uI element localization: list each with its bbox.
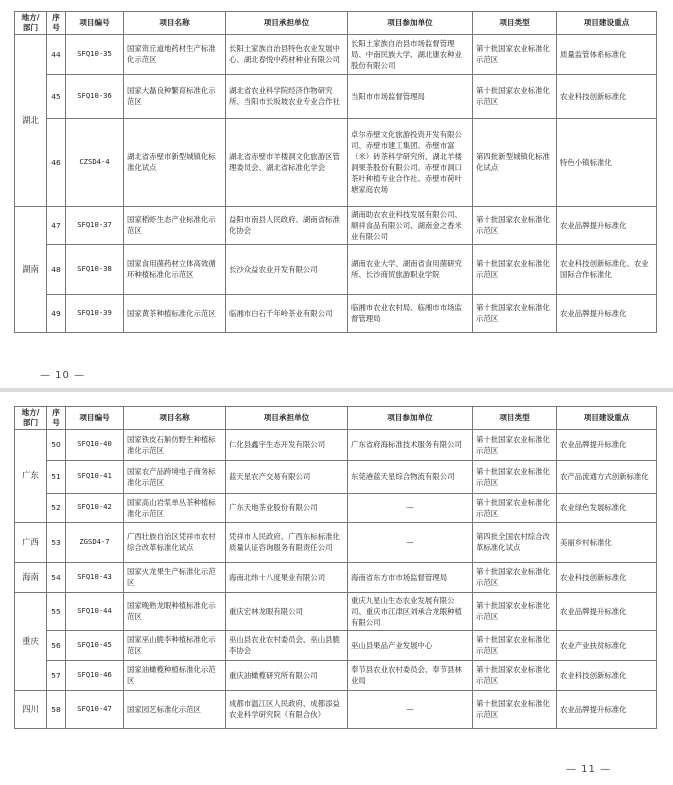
lead-unit-cell: 成都市温江区人民政府、成都添益农业科学研究院（有限合伙） — [226, 690, 348, 728]
focus-cell: 农业科技创新标准化、农业国际合作标准化 — [557, 244, 657, 294]
code-cell: SFQ10-42 — [66, 493, 124, 522]
focus-cell: 农产品流通方式创新标准化 — [557, 460, 657, 493]
project-table-page-11 — [14, 406, 657, 729]
serial-cell: 54 — [47, 562, 66, 592]
table-row — [15, 34, 657, 74]
serial-cell: 58 — [47, 690, 66, 728]
code-cell: SFQ10-41 — [66, 460, 124, 493]
table-row — [15, 244, 657, 294]
serial-cell: 56 — [47, 630, 66, 660]
code-cell: SFQ10-39 — [66, 294, 124, 332]
lead-unit-cell: 湖北省农业科学院经济作物研究所、当阳市长坂坡农业专业合作社 — [226, 74, 348, 118]
header-project-name: 项目名称 — [124, 12, 226, 35]
table-row — [15, 660, 657, 690]
project-type-cell: 第四批新型城镇化标准化试点 — [473, 118, 557, 206]
header-lead-unit: 项目承担单位 — [226, 407, 348, 430]
table-row — [15, 630, 657, 660]
project-name-cell: 国家农产品跨境电子商务标准化示范区 — [124, 460, 226, 493]
focus-cell: 特色小镇标准化 — [557, 118, 657, 206]
table-row — [15, 460, 657, 493]
project-type-cell: 第十批国家农业标准化示范区 — [473, 206, 557, 244]
project-type-cell: 第十批国家农业标准化示范区 — [473, 690, 557, 728]
focus-cell: 农业品牌提升标准化 — [557, 206, 657, 244]
header-region: 地方/部门 — [15, 12, 47, 35]
project-name-cell: 国家铁皮石斛仿野生种植标准化示范区 — [124, 429, 226, 460]
header-partner-unit: 项目参加单位 — [348, 407, 473, 430]
project-type-cell: 第十批国家农业标准化示范区 — [473, 592, 557, 630]
lead-unit-cell: 湖北省赤壁市羊楼洞文化旅游区管理委员会、湖北省标准化学会 — [226, 118, 348, 206]
partner-unit-cell: 当阳市市场监督管理局 — [348, 74, 473, 118]
table-row — [15, 206, 657, 244]
header-focus: 项目建设重点 — [557, 12, 657, 35]
project-name-cell: 国家食用菌药材立体高效循环种植标准化示范区 — [124, 244, 226, 294]
lead-unit-cell: 临湘市白石千年岭茶业有限公司 — [226, 294, 348, 332]
project-name-cell: 国家巫山脆李种植标准化示范区 — [124, 630, 226, 660]
table-header-row — [15, 12, 657, 35]
region-cell-hainan: 海南 — [15, 562, 47, 592]
region-cell-sichuan: 四川 — [15, 690, 47, 728]
code-cell: SFQ10-40 — [66, 429, 124, 460]
code-cell: CZSD4-4 — [66, 118, 124, 206]
partner-unit-cell: — — [348, 690, 473, 728]
lead-unit-cell: 重庆宏林龙眼有限公司 — [226, 592, 348, 630]
serial-cell: 47 — [47, 206, 66, 244]
lead-unit-cell: 益阳市南县人民政府、湖南省标准化协会 — [226, 206, 348, 244]
partner-unit-cell: 卓尔赤壁文化旅游投资开发有限公司、赤壁市建工集团、赤壁市富（米）砖茶科学研究所、湖北羊楼洞果茶股份有限公司、赤壁市洞口茶叶种植专业合作社、赤壁市荷叶塘家庭农场 — [348, 118, 473, 206]
serial-cell: 57 — [47, 660, 66, 690]
table-row — [15, 74, 657, 118]
partner-unit-cell: 奉节县农业农村委员会、奉节县林业局 — [348, 660, 473, 690]
document-page-10 — [0, 0, 673, 392]
header-code: 项目编号 — [66, 407, 124, 430]
partner-unit-cell: 重庆九星山生态农业发展有限公司、重庆市江津区刘承合龙眼种植有限公司 — [348, 592, 473, 630]
partner-unit-cell: 临湘市农业农村局、临湘市市场监督管理局 — [348, 294, 473, 332]
focus-cell: 农业科技创新标准化 — [557, 660, 657, 690]
code-cell: SFQ10-38 — [66, 244, 124, 294]
code-cell: SFQ10-46 — [66, 660, 124, 690]
focus-cell: 农业品牌提升标准化 — [557, 429, 657, 460]
partner-unit-cell: 广东省府海标准技术服务有限公司 — [348, 429, 473, 460]
code-cell: SFQ10-35 — [66, 34, 124, 74]
region-cell-hubei: 湖北 — [15, 34, 47, 206]
project-name-cell: 国家火龙果生产标准化示范区 — [124, 562, 226, 592]
serial-cell: 51 — [47, 460, 66, 493]
project-type-cell: 第十批国家农业标准化示范区 — [473, 74, 557, 118]
code-cell: SFQ10-36 — [66, 74, 124, 118]
partner-unit-cell: 湖南助农农业科技发展有限公司、顺祥食品有限公司、湖南金之香米业有限公司 — [348, 206, 473, 244]
page-number: — 10 — — [40, 370, 86, 381]
project-name-cell: 国家油橄榄种植标准化示范区 — [124, 660, 226, 690]
lead-unit-cell: 巫山县农业农村委员会、巫山县脆李协会 — [226, 630, 348, 660]
project-type-cell: 第十批国家农业标准化示范区 — [473, 429, 557, 460]
lead-unit-cell: 重庆油橄榄研究所有限公司 — [226, 660, 348, 690]
code-cell: SFQ10-43 — [66, 562, 124, 592]
header-project-name: 项目名称 — [124, 407, 226, 430]
project-table-page-10 — [14, 11, 657, 333]
region-cell-guangxi: 广西 — [15, 522, 47, 562]
project-type-cell: 第十批国家农业标准化示范区 — [473, 660, 557, 690]
focus-cell: 质量监管体系标准化 — [557, 34, 657, 74]
project-name-cell: 国家晚熟龙眼种植标准化示范区 — [124, 592, 226, 630]
serial-cell: 46 — [47, 118, 66, 206]
code-cell: SFQ10-47 — [66, 690, 124, 728]
code-cell: SFQ10-45 — [66, 630, 124, 660]
region-cell-chongqing: 重庆 — [15, 592, 47, 690]
project-type-cell: 第十批国家农业标准化示范区 — [473, 244, 557, 294]
code-cell: SFQ10-37 — [66, 206, 124, 244]
table-row — [15, 690, 657, 728]
project-name-cell: 国家大磊良种繁育标准化示范区 — [124, 74, 226, 118]
header-lead-unit: 项目承担单位 — [226, 12, 348, 35]
partner-unit-cell: — — [348, 493, 473, 522]
header-serial: 序号 — [47, 12, 66, 35]
serial-cell: 44 — [47, 34, 66, 74]
partner-unit-cell: 长阳土家族自治县市场监督管理局、中南民族大学、湖北康农种业股份有限公司 — [348, 34, 473, 74]
focus-cell: 农业品牌提升标准化 — [557, 592, 657, 630]
project-name-cell: 国家黄茶种植标准化示范区 — [124, 294, 226, 332]
focus-cell: 农业产业扶贫标准化 — [557, 630, 657, 660]
serial-cell: 52 — [47, 493, 66, 522]
header-project-type: 项目类型 — [473, 12, 557, 35]
focus-cell: 农业品牌提升标准化 — [557, 690, 657, 728]
partner-unit-cell: — — [348, 522, 473, 562]
serial-cell: 48 — [47, 244, 66, 294]
partner-unit-cell: 东莞港蓝天星综合物流有限公司 — [348, 460, 473, 493]
project-name-cell: 国家资丘道地药材生产标准化示范区 — [124, 34, 226, 74]
document-page-11 — [0, 392, 673, 785]
lead-unit-cell: 广东天地茶业股份有限公司 — [226, 493, 348, 522]
focus-cell: 农业科技创新标准化 — [557, 562, 657, 592]
focus-cell: 农业科技创新标准化 — [557, 74, 657, 118]
partner-unit-cell: 湖南农业大学、湖南省食用菌研究所、长沙商贸旅游职业学院 — [348, 244, 473, 294]
lead-unit-cell: 凭祥市人民政府、广西东标标准化质量认证咨询服务有限责任公司 — [226, 522, 348, 562]
serial-cell: 45 — [47, 74, 66, 118]
header-partner-unit: 项目参加单位 — [348, 12, 473, 35]
header-serial: 序号 — [47, 407, 66, 430]
project-type-cell: 第四批全国农村综合改革标准化试点 — [473, 522, 557, 562]
lead-unit-cell: 海南北纬十八度果业有限公司 — [226, 562, 348, 592]
table-row — [15, 294, 657, 332]
table-row — [15, 493, 657, 522]
code-cell: ZGSD4-7 — [66, 522, 124, 562]
page-number: — 11 — — [566, 764, 612, 775]
project-type-cell: 第十批国家农业标准化示范区 — [473, 630, 557, 660]
project-type-cell: 第十批国家农业标准化示范区 — [473, 562, 557, 592]
region-cell-guangdong: 广东 — [15, 429, 47, 522]
project-type-cell: 第十批国家农业标准化示范区 — [473, 294, 557, 332]
code-cell: SFQ10-44 — [66, 592, 124, 630]
focus-cell: 美丽乡村标准化 — [557, 522, 657, 562]
project-name-cell: 国家高山岩浆单丛茶种植标准化示范区 — [124, 493, 226, 522]
table-row — [15, 429, 657, 460]
project-name-cell: 国家稻虾生态产业标准化示范区 — [124, 206, 226, 244]
partner-unit-cell: 巫山县果品产业发展中心 — [348, 630, 473, 660]
lead-unit-cell: 长阳土家族自治县特色农业发展中心、湖北春悦中药材种业有限公司 — [226, 34, 348, 74]
header-project-type: 项目类型 — [473, 407, 557, 430]
project-type-cell: 第十批国家农业标准化示范区 — [473, 34, 557, 74]
header-focus: 项目建设重点 — [557, 407, 657, 430]
partner-unit-cell: 海南省东方市市场监督管理局 — [348, 562, 473, 592]
focus-cell: 农业品牌提升标准化 — [557, 294, 657, 332]
serial-cell: 55 — [47, 592, 66, 630]
serial-cell: 53 — [47, 522, 66, 562]
focus-cell: 农业绿色发展标准化 — [557, 493, 657, 522]
lead-unit-cell: 蓝天星农产交易有限公司 — [226, 460, 348, 493]
table-row — [15, 522, 657, 562]
project-type-cell: 第十批国家农业标准化示范区 — [473, 493, 557, 522]
lead-unit-cell: 仁化县鑫宇生态开发有限公司 — [226, 429, 348, 460]
project-name-cell: 广西壮族自治区凭祥市农村综合改革标准化试点 — [124, 522, 226, 562]
table-row — [15, 118, 657, 206]
project-name-cell: 国家园艺标准化示范区 — [124, 690, 226, 728]
project-name-cell: 湖北省赤壁市新型城镇化标准化试点 — [124, 118, 226, 206]
region-cell-hunan: 湖南 — [15, 206, 47, 332]
serial-cell: 49 — [47, 294, 66, 332]
project-type-cell: 第十批国家农业标准化示范区 — [473, 460, 557, 493]
header-region: 地方/部门 — [15, 407, 47, 430]
table-header-row — [15, 407, 657, 430]
table-row — [15, 592, 657, 630]
header-code: 项目编号 — [66, 12, 124, 35]
serial-cell: 50 — [47, 429, 66, 460]
lead-unit-cell: 长沙众益农业开发有限公司 — [226, 244, 348, 294]
table-row — [15, 562, 657, 592]
